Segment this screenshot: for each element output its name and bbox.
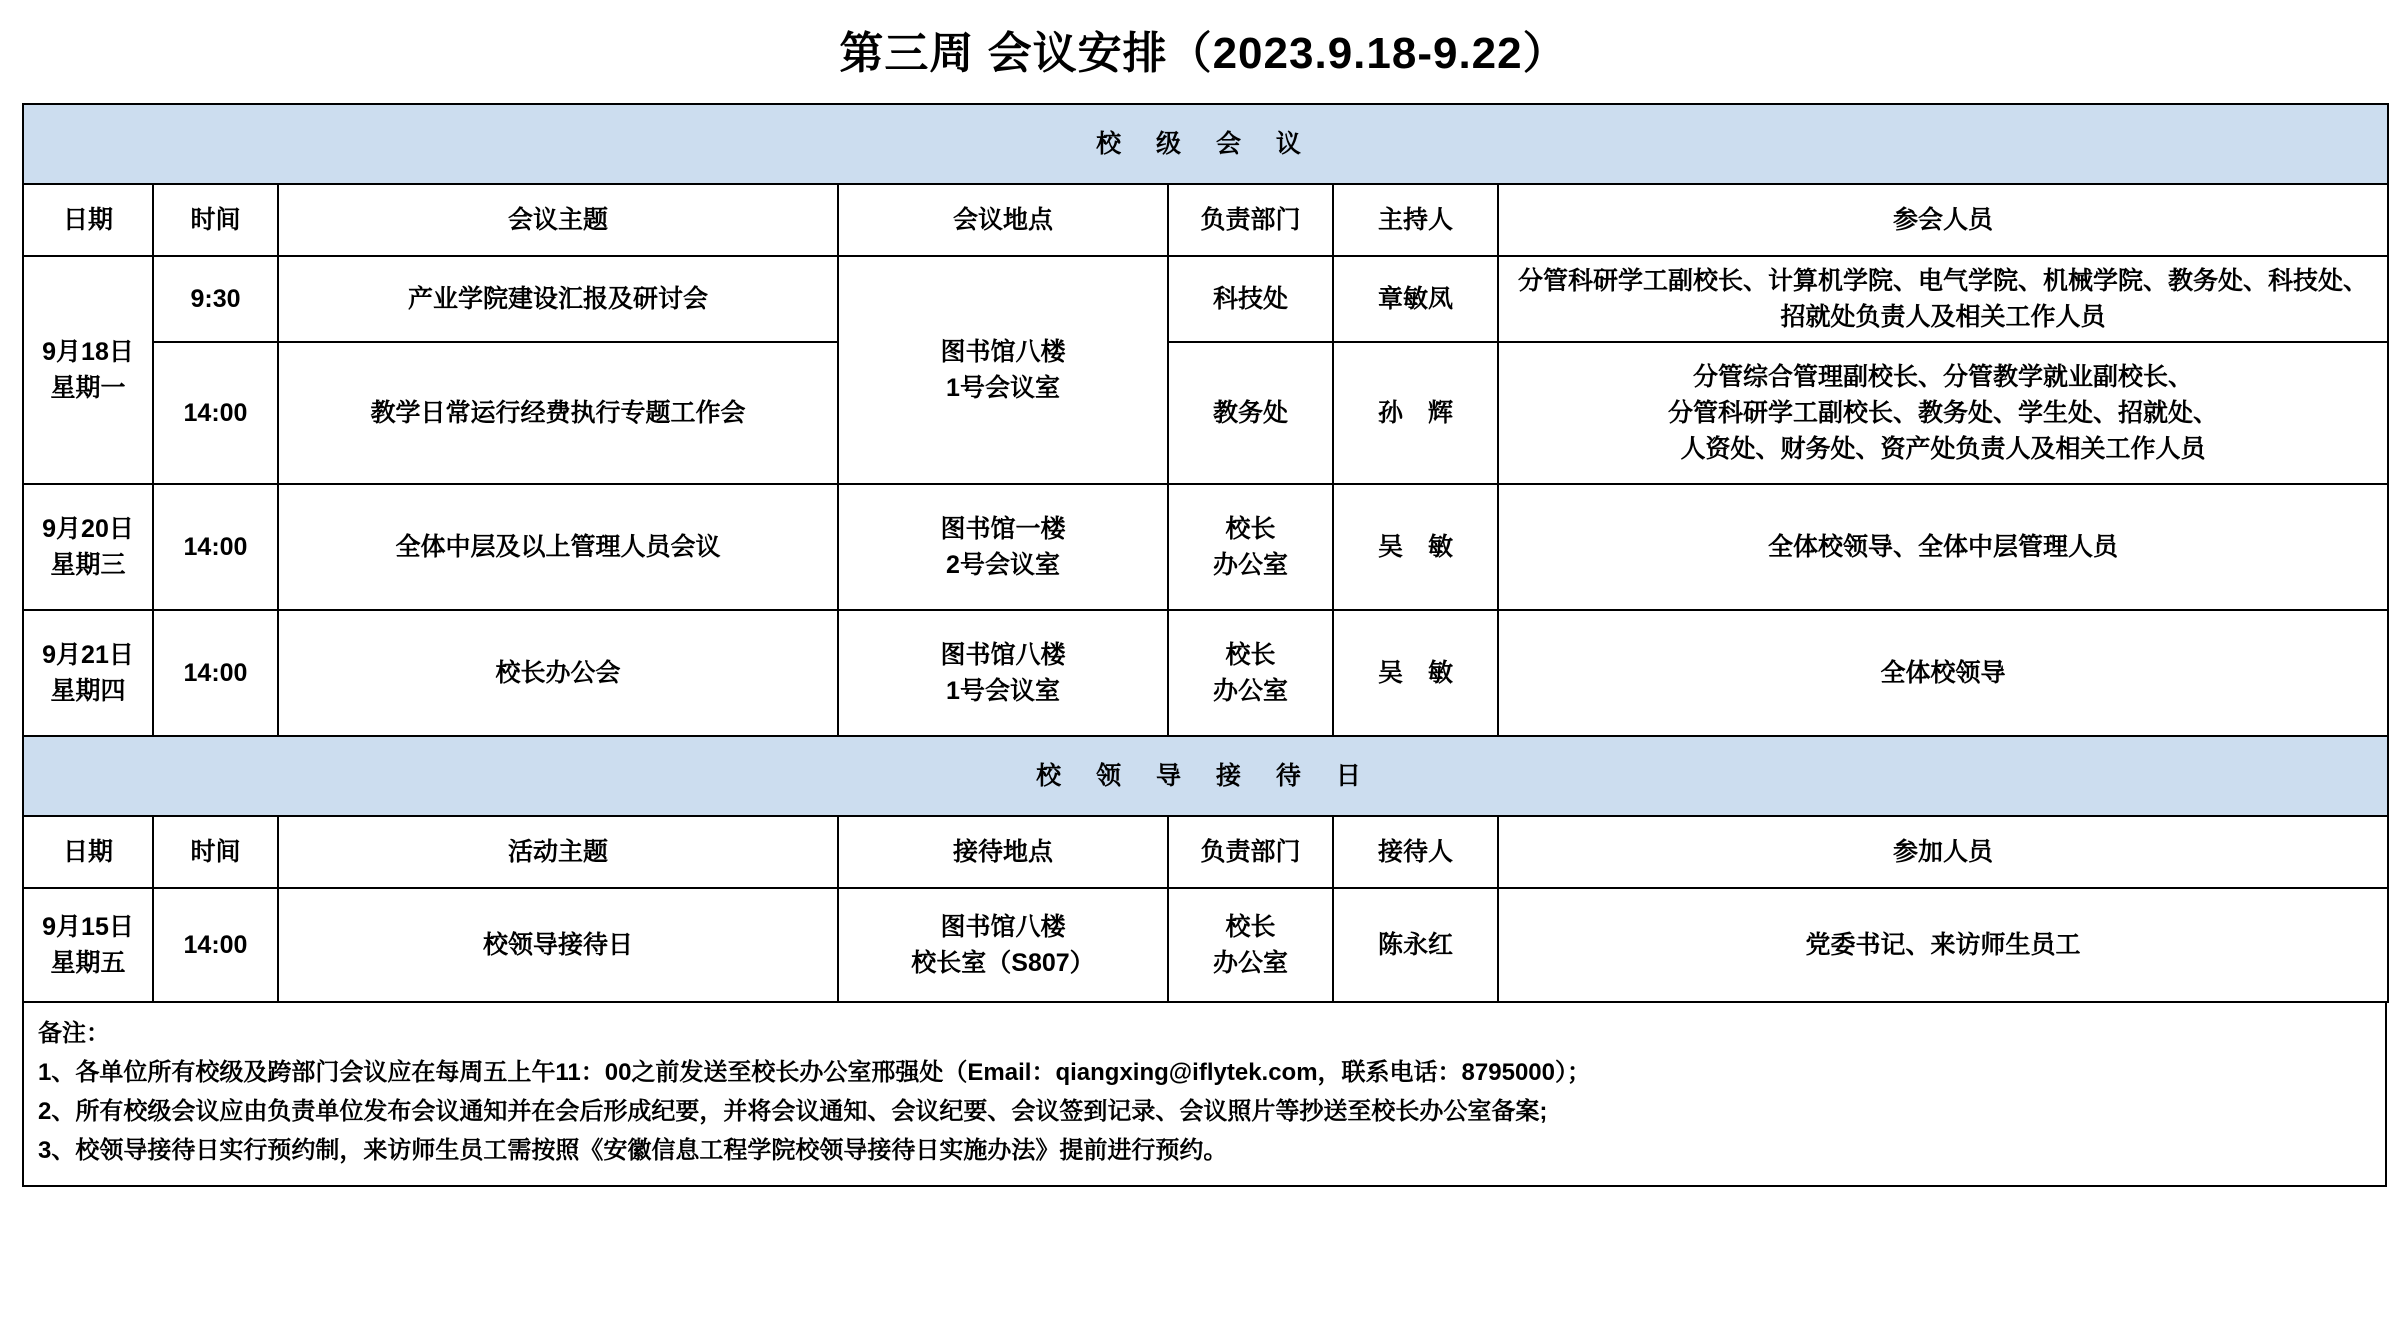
- header-people: 参会人员: [1498, 184, 2388, 256]
- section-band-row: [23, 736, 2388, 816]
- cell-place: 图书馆八楼 1号会议室: [838, 256, 1168, 485]
- table-row: [23, 610, 2388, 736]
- cell-topic: 教学日常运行经费执行专题工作会: [278, 342, 838, 484]
- header-time: 时间: [153, 816, 278, 888]
- schedule-table: [22, 103, 2389, 1004]
- table-row: [23, 484, 2388, 610]
- header-place: 接待地点: [838, 816, 1168, 888]
- cell-host: 吴 敏: [1333, 484, 1498, 610]
- notes-line-2: 2、所有校级会议应由负责单位发布会议通知并在会后形成纪要，并将会议通知、会议纪要、会议签到记录、会议照片等抄送至校长办公室备案;: [38, 1098, 1548, 1126]
- header-dept: 负责部门: [1168, 816, 1333, 888]
- cell-date: 9月18日 星期一: [23, 256, 153, 485]
- cell-place: 图书馆一楼 2号会议室: [838, 484, 1168, 610]
- notes-label: 备注：: [38, 1020, 110, 1048]
- header-date: 日期: [23, 184, 153, 256]
- cell-place: 图书馆八楼 校长室（S807）: [838, 888, 1168, 1002]
- cell-time: 14:00: [153, 342, 278, 484]
- cell-host: 吴 敏: [1333, 610, 1498, 736]
- cell-dept: 教务处: [1168, 342, 1333, 484]
- cell-host: 章敏凤: [1333, 256, 1498, 343]
- header-host: 主持人: [1333, 184, 1498, 256]
- page-title: 第三周 会议安排（2023.9.18-9.22）: [839, 29, 1568, 78]
- table-row: [23, 888, 2388, 1002]
- table-header-row: [23, 184, 2388, 256]
- cell-host: 陈永红: [1333, 888, 1498, 1002]
- table-header-row: [23, 816, 2388, 888]
- cell-dept: 科技处: [1168, 256, 1333, 343]
- header-place: 会议地点: [838, 184, 1168, 256]
- header-host: 接待人: [1333, 816, 1498, 888]
- cell-date: 9月15日 星期五: [23, 888, 153, 1002]
- notes-line-1: 1、各单位所有校级及跨部门会议应在每周五上午11：00之前发送至校长办公室邢强处（Email：qiangxing@iflytek.com，联系电话：8795000）；: [38, 1059, 1591, 1087]
- cell-people: 全体校领导: [1498, 610, 2388, 736]
- cell-people: 全体校领导、全体中层管理人员: [1498, 484, 2388, 610]
- cell-people: 分管综合管理副校长、分管教学就业副校长、 分管科研学工副校长、教务处、学生处、招就处、 人资处、财务处、资产处负责人及相关工作人员: [1498, 342, 2388, 484]
- cell-time: 14:00: [153, 484, 278, 610]
- cell-time: 9:30: [153, 256, 278, 343]
- cell-topic: 校长办公会: [278, 610, 838, 736]
- cell-date: 9月21日 星期四: [23, 610, 153, 736]
- cell-host: 孙 辉: [1333, 342, 1498, 484]
- cell-topic: 产业学院建设汇报及研讨会: [278, 256, 838, 343]
- table-row: [23, 342, 2388, 484]
- cell-date: 9月20日 星期三: [23, 484, 153, 610]
- cell-dept: 校长 办公室: [1168, 484, 1333, 610]
- cell-dept: 校长 办公室: [1168, 888, 1333, 1002]
- cell-place: 图书馆八楼 1号会议室: [838, 610, 1168, 736]
- cell-dept: 校长 办公室: [1168, 610, 1333, 736]
- cell-topic: 校领导接待日: [278, 888, 838, 1002]
- cell-topic: 全体中层及以上管理人员会议: [278, 484, 838, 610]
- header-topic: 活动主题: [278, 816, 838, 888]
- cell-people: 党委书记、来访师生员工: [1498, 888, 2388, 1002]
- header-dept: 负责部门: [1168, 184, 1333, 256]
- section-band-school-meetings: 校 级 会 议: [23, 104, 2388, 184]
- cell-people: 分管科研学工副校长、计算机学院、电气学院、机械学院、教务处、科技处、招就处负责人及相关工作人员: [1498, 256, 2388, 343]
- notes-block: [22, 1003, 2387, 1187]
- cell-time: 14:00: [153, 888, 278, 1002]
- header-date: 日期: [23, 816, 153, 888]
- section-band-leader-reception: 校 领 导 接 待 日: [23, 736, 2388, 816]
- cell-time: 14:00: [153, 610, 278, 736]
- header-time: 时间: [153, 184, 278, 256]
- header-topic: 会议主题: [278, 184, 838, 256]
- header-people: 参加人员: [1498, 816, 2388, 888]
- table-row: [23, 256, 2388, 343]
- section-band-row: [23, 104, 2388, 184]
- notes-line-3: 3、校领导接待日实行预约制，来访师生员工需按照《安徽信息工程学院校领导接待日实施办法》提前进行预约。: [38, 1136, 1228, 1164]
